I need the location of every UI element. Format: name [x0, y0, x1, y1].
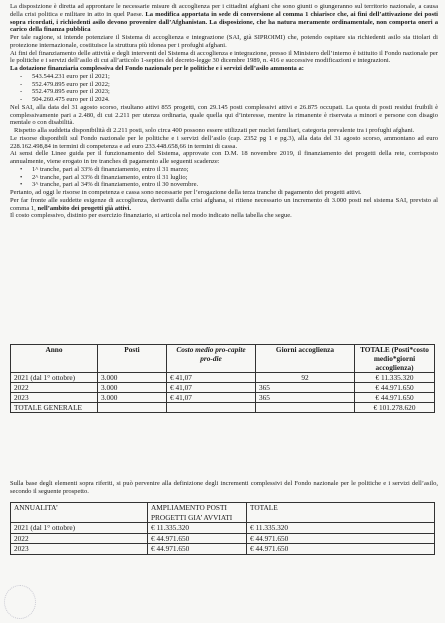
paragraph: Ai sensi delle Linee guida per il funzionamento del Sistema, approvate con D.M. 18 novembre 2019, il finanziamento dei progetti della rete, corrisposto annualmente, viene erogato in tre tranches di pagamento alle seguenti scadenze: [10, 150, 438, 165]
table-cell: 2022 [11, 383, 98, 393]
text: La disposizione è diretta ad approntare le necessarie misure di accoglienza per i cittadini afghani che sono giunti o giungeranno sul territorio nazionale, a causa della crisi politica e militare in atto in quel Paese. [10, 3, 438, 18]
table-cell: 365 [256, 383, 355, 393]
table-row [11, 523, 435, 534]
table-cell: € 44.971.650 [247, 533, 435, 544]
table-cell: 2021 (dal 1° ottobre) [11, 523, 148, 534]
table-cell: 365 [256, 393, 355, 403]
table-cell: € 41,07 [167, 383, 256, 393]
document-body [10, 3, 438, 220]
list-item: • 3^ tranche, pari al 34% di finanziamento, entro il 30 novembre. [10, 181, 438, 189]
paragraph: Pertanto, ad oggi le risorse in competenza e cassa sono necessarie per l’erogazione della terza tranche di pagamento dei progetti attivi. [10, 189, 362, 196]
table-cell: € 44.971.650 [355, 393, 435, 403]
list-item: - 504.260.475 euro per il 2024. [10, 96, 438, 104]
table-cell [98, 403, 167, 413]
list-item: - 552.479.895 euro per il 2023; [10, 88, 438, 96]
table-cell: 3.000 [98, 373, 167, 383]
table-cell: € 11.335.320 [148, 523, 247, 534]
paragraph: Le risorse disponibili sul Fondo nazionale per le politiche e i servizi dell’asilo (cap. 2352 pg 1 e pg.3), alla data del 31 agosto scorso, ammontano ad euro 228.162.498,84 in termini di competenza e ad euro 233.448.658,66 in termini di cassa. [10, 134, 438, 150]
paragraph: Nel SAI, alla data del 31 agosto scorso, risultano attivi 855 progetti, con 29.145 posti complessivi attivi e 26.875 occupati. La quota di posti residui fruibili è complessivamente pari a 2.480, di cui 2.211 per utenza ordinaria, quale quella qui d’interesse, mentre la rimanente è riservata a minori e persone con disagio mentale o con disabilità. [10, 103, 438, 127]
table-cell: 2023 [11, 393, 98, 403]
paragraph: Il costo complessivo, distinto per esercizio finanziario, si articola nel modo indicato nella tabella che segue. [10, 212, 292, 220]
table-cell: € 11.335.320 [355, 373, 435, 383]
table-cell: € 44.971.650 [148, 533, 247, 544]
table-cell: TOTALE GENERALE [11, 403, 98, 413]
paragraph [10, 3, 438, 34]
table-cell [256, 403, 355, 413]
paragraph: Ai fini del finanziamento delle attività e degli interventi del Sistema di accoglienza e integrazione, presso il Ministero dell’interno è istituito il Fondo nazionale per le politiche e i servizi dell’asilo di cui all’articolo 1-septies del decreto-legge 30 dicembre 1989, n. 416 e successive modificazioni e integrazioni. [10, 49, 438, 65]
table-cell: € 44.971.650 [148, 544, 247, 555]
table-cell [167, 403, 256, 413]
table-cell: 3.000 [98, 383, 167, 393]
column-header: AMPLIAMENTO POSTI PROGETTI GIA’ AVVIATI [148, 503, 247, 523]
column-header: Anno [11, 345, 98, 373]
table-cell: € 41,07 [167, 393, 256, 403]
paragraph [10, 197, 438, 213]
list-item: - 543.544.231 euro per il 2021; [10, 73, 438, 81]
table-row [11, 373, 435, 383]
paragraph-text: Sulla base degli elementi sopra riferiti, si può pervenire alla definizione degli incrementi complessivi del Fondo nazionale per le politiche e i servizi dell’asilo, secondo il seguente prospetto. [10, 480, 438, 495]
bold-text: La modifica apportata in sede di conversione al comma 1 chiarisce che, ai fini dell’attivazione dei posti sopra ricordati, i richiedenti asilo devono provenire dall’Afghanistan. La disposizione, che ha natura meramente ordinamentale, non comporta oneri a carico della finanza pubblica [10, 10, 438, 34]
stamp-mark [4, 585, 36, 619]
list-item: • 1^ tranche, pari al 33% di finanziamento, entro il 31 marzo; [10, 166, 438, 174]
paragraph: La dotazione finanziaria complessiva del Fondo nazionale per le politiche e i servizi dell’asilo ammonta a: [10, 65, 304, 72]
cost-table [10, 344, 435, 413]
list-item: - 552.479.895 euro per il 2022; [10, 81, 438, 89]
table-cell: € 41,07 [167, 373, 256, 383]
table-row [11, 393, 435, 403]
list-item: • 2^ tranche, pari al 33% di finanziamento, entro il 31 luglio; [10, 174, 438, 182]
table-cell: € 44.971.650 [247, 544, 435, 555]
table-cell: 92 [256, 373, 355, 383]
text: Per far fronte alle suddette esigenze di accoglienza, derivanti dalla crisi afghana, si ritiene necessario un incremento di 3.000 posti nel sistema SAI, previsto al comma 1, [10, 196, 438, 212]
column-header: ANNUALITA’ [11, 503, 148, 523]
table-cell: 2023 [11, 544, 148, 555]
table-row [11, 403, 435, 413]
column-header: Posti [98, 345, 167, 373]
paragraph [10, 480, 438, 496]
paragraph: Per tale ragione, si intende potenziare il Sistema di accoglienza e integrazione (SAI, già SIPROIMI) che, potendo ospitare sia richiedenti asilo sia titolari di protezione internazionale, costituisce la struttura più idonea per i profughi afghani. [10, 34, 438, 49]
table-row [11, 544, 435, 555]
table-header-row [11, 503, 435, 523]
column-header: Costo medio pro-capite pro-die [167, 345, 256, 373]
column-header: Giorni accoglienza [256, 345, 355, 373]
increment-table [10, 502, 435, 555]
table-header-row [11, 345, 435, 373]
tranche-list [10, 166, 438, 189]
bold-text: nell’ambito dei progetti già attivi. [37, 204, 131, 212]
table-cell: € 11.335.320 [247, 523, 435, 534]
column-header: TOTALE (Posti*costo medio*giorni accoglienza) [355, 345, 435, 373]
paragraph: Rispetto alla suddetta disponibilità di 2.211 posti, solo circa 400 possono essere utilizzati per nuclei familiari, categoria prevalente tra i profughi afghani. [14, 127, 415, 134]
table-cell: 2021 (dal 1° ottobre) [11, 373, 98, 383]
column-header: TOTALE [247, 503, 435, 523]
table-cell: € 101.278.620 [355, 403, 435, 413]
table-cell: 2022 [11, 533, 148, 544]
table-row [11, 383, 435, 393]
table-cell: € 44.971.650 [355, 383, 435, 393]
fund-list [10, 73, 438, 104]
table-row [11, 533, 435, 544]
table-cell: 3.000 [98, 393, 167, 403]
